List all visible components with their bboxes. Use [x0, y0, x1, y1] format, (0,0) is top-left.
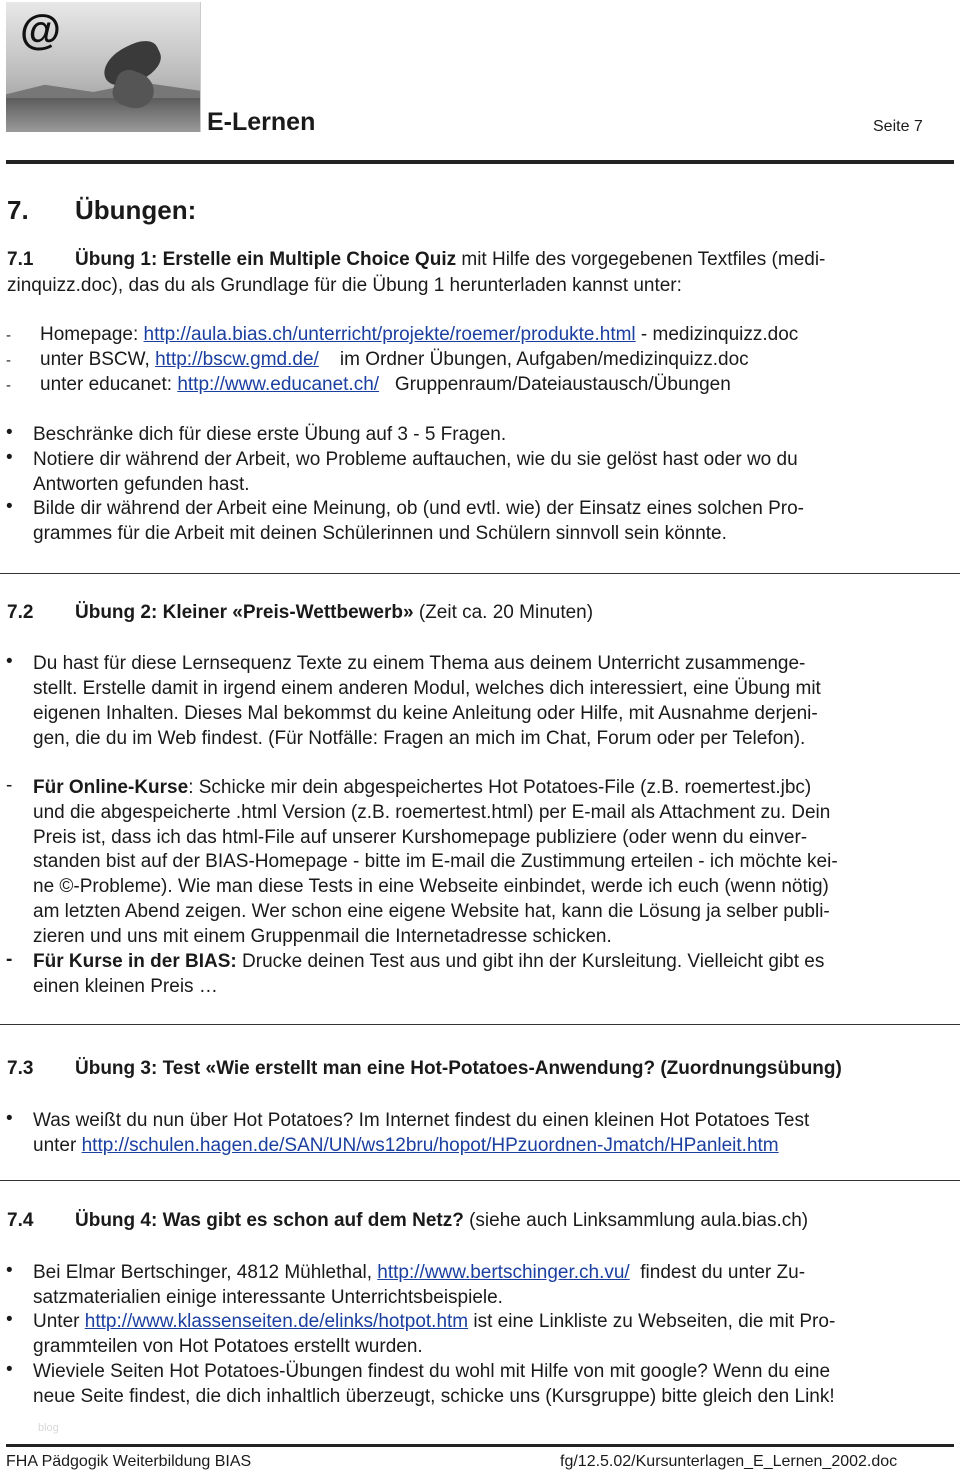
chapter-number: 7.	[7, 195, 29, 225]
section-divider	[0, 573, 960, 574]
bullet-text: Antworten gefunden hast.	[33, 474, 250, 495]
watermark: blog	[38, 1422, 59, 1434]
source-homepage: Homepage: http://aula.bias.ch/unterricht/projekte/roemer/produkte.html - medizinquizz.doc	[40, 324, 799, 345]
bullet-marker: •	[6, 496, 13, 517]
bullet-text: grammes für die Arbeit mit deinen Schülerinnen und Schülern sinnvoll sein könnte.	[33, 523, 727, 544]
source-bscw: unter BSCW, http://bscw.gmd.de/ im Ordner Übungen, Aufgaben/medizinquizz.doc	[40, 349, 749, 370]
section-divider	[0, 1024, 960, 1025]
link-aula-bias[interactable]: http://aula.bias.ch/unterricht/projekte/roemer/produkte.html	[143, 324, 636, 345]
bullet-text: Du hast für diese Lernsequenz Texte zu einem Thema aus deinem Unterricht zusammenge-	[33, 653, 806, 674]
bullet-marker: •	[6, 1309, 13, 1330]
section-title-7-3: Übung 3: Test «Wie erstellt man eine Hot-Potatoes-Anwendung? (Zuordnungsübung)	[75, 1058, 842, 1079]
section-text: zinquizz.doc), das du als Grundlage für die Übung 1 herunterladen kannst unter:	[7, 275, 682, 296]
chapter-title: Übungen:	[75, 195, 197, 225]
footer-left: FHA Pädgogik Weiterbildung BIAS	[6, 1453, 252, 1470]
section-number: 7.2	[7, 602, 34, 623]
bullet-text: Wieviele Seiten Hot Potatoes-Übungen findest du wohl mit Hilfe von mit google? Wenn du eine	[33, 1361, 831, 1382]
header-logo-image	[6, 2, 201, 132]
bias-kurse-text: Für Kurse in der BIAS: Drucke deinen Test aus und gibt ihn der Kursleitung. Vielleicht gibt es	[33, 951, 825, 972]
bullet-text: Bei Elmar Bertschinger, 4812 Mühlethal, http://www.bertschinger.ch.vu/ findest du unter Zu-	[33, 1262, 806, 1283]
bullet-text: gen, die du im Web findest. (Für Notfälle: Fragen an mich im Chat, Forum oder per Telefon).	[33, 728, 806, 749]
bullet-marker: •	[6, 1108, 13, 1129]
section-number: 7.4	[7, 1210, 34, 1231]
bullet-text: Unter http://www.klassenseiten.de/elinks/hotpot.htm ist eine Linkliste zu Webseiten, die mit Pro-	[33, 1311, 836, 1332]
link-bertschinger[interactable]: http://www.bertschinger.ch.vu/	[377, 1262, 630, 1283]
footer-rule	[6, 1444, 954, 1447]
bullet-text: Bilde dir während der Arbeit eine Meinung, ob (und evtl. wie) der Einsatz eines solchen Pro-	[33, 498, 804, 519]
bullet-text: satzmaterialien einige interessante Unterrichtsbeispiele.	[33, 1287, 503, 1308]
online-kurse-text: Preis ist, dass ich das html-File auf unserer Kurshomepage publiziere (oder wenn du einver-	[33, 827, 808, 848]
at-symbol-logo: @	[20, 6, 61, 53]
bullet-text: Notiere dir während der Arbeit, wo Probleme auftauchen, wie du sie gelöst hast oder wo du	[33, 449, 798, 470]
header-rule	[6, 160, 954, 164]
online-kurse-text: und die abgespeicherte .html Version (z.B. roemertest.html) per E-mail als Attachment zu. Dein	[33, 802, 831, 823]
bullet-text: Beschränke dich für diese erste Übung auf 3 - 5 Fragen.	[33, 424, 507, 445]
bullet-text: eigenen Inhalten. Dieses Mal bekommst du keine Anleitung oder Hilfe, mit Ausnahme derjeni-	[33, 703, 818, 724]
dash-marker: -	[6, 352, 11, 369]
section-number: 7.3	[7, 1058, 34, 1079]
bullet-marker: •	[6, 651, 13, 672]
dash-marker: -	[6, 775, 13, 796]
section-title-7-2: Übung 2: Kleiner «Preis-Wettbewerb» (Zeit ca. 20 Minuten)	[75, 602, 594, 623]
bullet-text: unter http://schulen.hagen.de/SAN/UN/ws12bru/hopot/HPzuordnen-Jmatch/HPanleit.htm	[33, 1135, 779, 1156]
bullet-text: Was weißt du nun über Hot Potatoes? Im Internet findest du einen kleinen Hot Potatoes Test	[33, 1110, 810, 1131]
footer-right: fg/12.5.02/Kursunterlagen_E_Lernen_2002.doc	[560, 1453, 898, 1470]
online-kurse-text: am letzten Abend zeigen. Wer schon eine eigene Website hat, kann die Lösung ja selber publi-	[33, 901, 830, 922]
source-educanet: unter educanet: http://www.educanet.ch/ Gruppenraum/Dateiaustausch/Übungen	[40, 374, 731, 395]
bullet-marker: •	[6, 447, 13, 468]
online-kurse-text: zieren und uns mit einem Gruppenmail die Internetadresse schicken.	[33, 926, 612, 947]
link-hagen-hotpot[interactable]: http://schulen.hagen.de/SAN/UN/ws12bru/hopot/HPzuordnen-Jmatch/HPanleit.htm	[81, 1135, 779, 1156]
online-kurse-text: ne ©-Probleme). Wie man diese Tests in eine Webseite einbindet, werde ich euch (wenn nötig)	[33, 876, 829, 897]
section-title-7-4: Übung 4: Was gibt es schon auf dem Netz? (siehe auch Linksammlung aula.bias.ch)	[75, 1210, 809, 1231]
section-title-7-1: Übung 1: Erstelle ein Multiple Choice Quiz mit Hilfe des vorgegebenen Textfiles (medi-	[75, 249, 826, 270]
bullet-text: stellt. Erstelle damit in irgend einem anderen Modul, welches dich interessiert, eine Übung mit	[33, 678, 821, 699]
bullet-marker: •	[6, 1359, 13, 1380]
dash-marker: -	[6, 327, 11, 344]
dash-marker: -	[6, 949, 13, 970]
bullet-marker: •	[6, 1260, 13, 1281]
bullet-marker: •	[6, 422, 13, 443]
link-bscw[interactable]: http://bscw.gmd.de/	[155, 349, 319, 370]
link-educanet[interactable]: http://www.educanet.ch/	[177, 374, 380, 395]
online-kurse-text: Für Online-Kurse: Schicke mir dein abgespeichertes Hot Potatoes-File (z.B. roemertest.jbc)	[33, 777, 812, 798]
document-title: E-Lernen	[207, 108, 316, 136]
bias-kurse-text: einen kleinen Preis …	[33, 976, 218, 997]
online-kurse-text: standen bist auf der BIAS-Homepage - bitte im E-mail die Zustimmung erteilen - ich möchte kei-	[33, 851, 838, 872]
page-number: Seite 7	[873, 118, 923, 135]
section-divider	[0, 1180, 960, 1181]
section-number: 7.1	[7, 249, 34, 270]
dash-marker: -	[6, 377, 11, 394]
bullet-text: grammteilen von Hot Potatoes erstellt wurden.	[33, 1336, 423, 1357]
link-klassenseiten[interactable]: http://www.klassenseiten.de/elinks/hotpot.htm	[84, 1311, 469, 1332]
bullet-text: neue Seite findest, die dich inhaltlich überzeugt, schicke uns (Kursgruppe) bitte gleich den Link!	[33, 1386, 835, 1407]
